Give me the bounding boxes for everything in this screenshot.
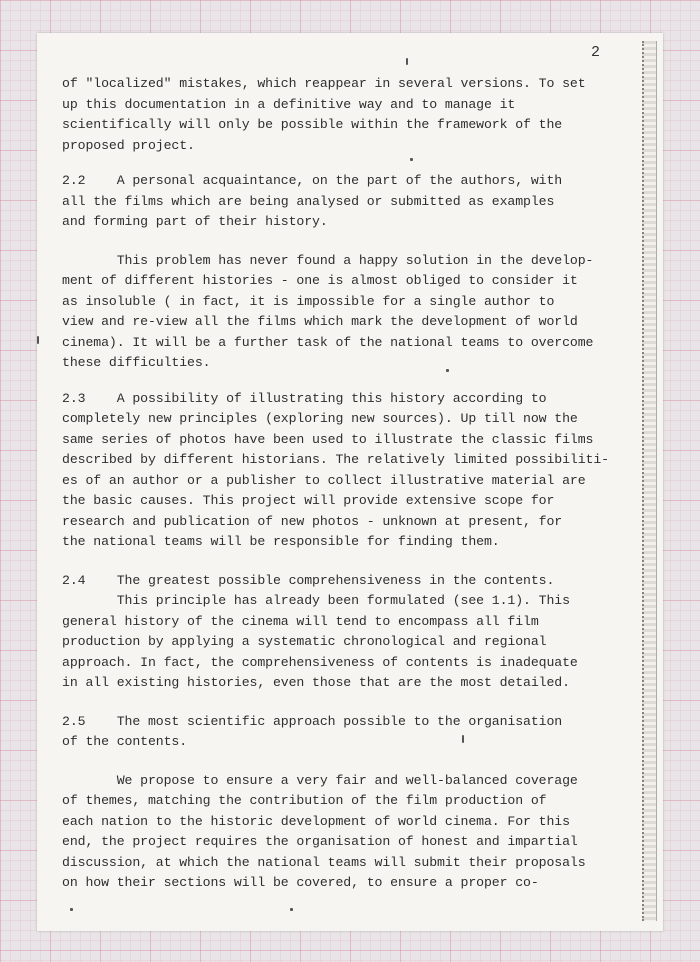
paragraph-coverage [62,771,642,894]
text-line: on how their sections will be covered, to ensure a proper co- [62,875,539,890]
text-line: of themes, matching the contribution of the film production of [62,793,547,808]
text-line: es of an author or a publisher to collect illustrative material are [62,472,586,488]
text-line: of "localized" mistakes, which reappear in several versions. To set [62,76,586,91]
text-line: completely new principles (exploring new sources). Up till now the [62,411,578,426]
text-line: production by applying a systematic chronological and regional [62,634,547,649]
section-2-3 [62,389,642,553]
text-line: each nation to the historic development of world cinema. For this [62,813,570,829]
section-2-2 [62,171,642,233]
text-line: proposed project. [62,137,195,153]
text-line: in all existing histories, even those that are the most detailed. [62,675,570,690]
ink-speck [290,908,293,911]
perforated-margin [642,41,657,921]
section-2-5 [62,712,642,753]
paragraph-films-problem [62,251,642,374]
text-line: described by different historians. The relatively limited possibiliti- [62,452,609,467]
text-line: approach. In fact, the comprehensiveness of contents is inadequate [62,654,578,670]
text-line: scientifically will only be possible within the framework of the [62,117,563,132]
text-line: end, the project requires the organisation of honest and impartial [62,834,578,849]
text-line: view and re-view all the films which mark the development of world [62,314,578,329]
text-line: as insoluble ( in fact, it is impossible for a single author to [62,293,555,309]
text-line: up this documentation in a definitive way and to manage it [62,96,516,112]
page-number: 2 [591,44,601,61]
text-line: and forming part of their history. [62,214,328,229]
ink-speck [410,158,413,161]
text-line: these difficulties. [62,355,211,370]
text-line: This problem has never found a happy solution in the develop- [62,252,594,268]
text-line: same series of photos have been used to illustrate the classic films [62,431,594,447]
ink-speck [406,58,408,65]
text-line: ment of different histories - one is almost obliged to consider it [62,273,578,288]
section-2-4 [62,571,642,694]
text-line: the national teams will be responsible for finding them. [62,534,500,549]
ink-speck [462,735,464,743]
ink-speck [37,336,39,344]
text-line: research and publication of new photos - unknown at present, for [62,513,563,529]
text-line: cinema). It will be a further task of the national teams to overcome [62,334,594,350]
text-line: all the films which are being analysed or submitted as examples [62,193,555,209]
text-line: 2.3 A possibility of illustrating this history according to [62,390,547,406]
paragraph-continuation [62,74,642,156]
ink-speck [446,369,449,372]
text-line: We propose to ensure a very fair and well-balanced coverage [62,772,578,788]
text-line: the basic causes. This project will provide extensive scope for [62,493,555,508]
document-body [62,74,642,894]
text-line: 2.2 A personal acquaintance, on the part of the authors, with [62,173,563,188]
text-line: 2.5 The most scientific approach possible to the organisation [62,713,563,729]
text-line: general history of the cinema will tend to encompass all film [62,613,539,629]
text-line: of the contents. [62,734,188,749]
text-line: 2.4 The greatest possible comprehensiveness in the contents. [62,572,555,588]
text-line: This principle has already been formulated (see 1.1). This [62,593,570,608]
ink-speck [70,908,73,911]
text-line: discussion, at which the national teams will submit their proposals [62,854,586,870]
